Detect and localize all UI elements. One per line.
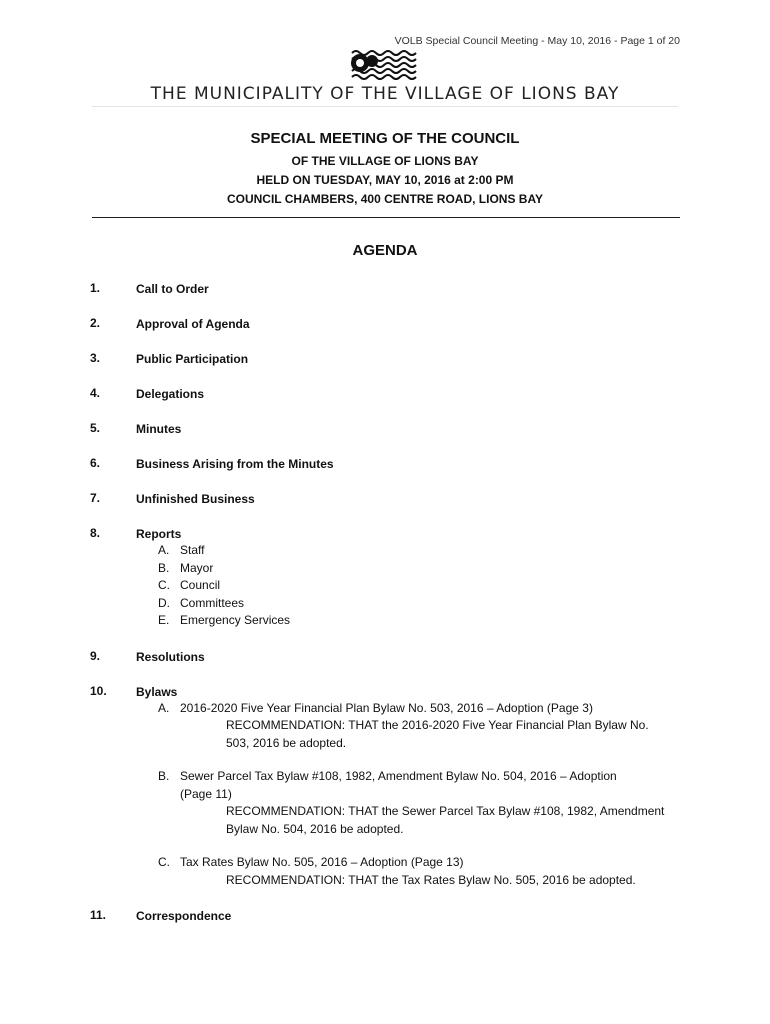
agenda-item-label: Unfinished Business [136, 492, 255, 506]
agenda-item-label: Resolutions [136, 649, 205, 664]
subitem-text: Mayor [180, 560, 214, 575]
report-subitem [158, 577, 690, 595]
agenda-item-number: 9. [90, 648, 101, 663]
municipality-name: THE MUNICIPALITY OF THE VILLAGE OF LIONS BAY [150, 84, 620, 104]
subitem-text: Staff [180, 543, 205, 557]
agenda-item-label: Call to Order [136, 282, 209, 296]
report-subitem [158, 560, 690, 578]
agenda-item-number: 3. [90, 351, 101, 365]
subitem-letter: A. [158, 700, 170, 715]
title-divider [92, 217, 680, 218]
subitem-letter: E. [158, 613, 170, 627]
agenda-item [90, 456, 690, 472]
agenda-item-number: 1. [90, 281, 101, 295]
subitem-letter: C. [158, 578, 170, 592]
agenda-item [90, 281, 690, 297]
agenda-item-number: 4. [90, 386, 101, 400]
agenda-item [90, 649, 690, 665]
agenda-item-number: 6. [90, 456, 101, 470]
agenda-item-label: Correspondence [136, 909, 232, 923]
agenda-item-number: 8. [90, 526, 101, 540]
agenda-item [90, 491, 690, 507]
subitem-letter: B. [158, 560, 170, 575]
report-subitem [158, 612, 690, 630]
agenda-item-label: Minutes [136, 422, 182, 436]
agenda-item-number: 7. [90, 491, 101, 505]
subitem-text: Sewer Parcel Tax Bylaw #108, 1982, Amendment Bylaw No. 504, 2016 – Adoption [180, 769, 617, 783]
meeting-subtitle: OF THE VILLAGE OF LIONS BAY [291, 154, 479, 168]
subitem-letter: C. [158, 855, 170, 869]
subitem-text: Tax Rates Bylaw No. 505, 2016 – Adoption (Page 13) [180, 855, 464, 869]
agenda-item-label: Approval of Agenda [136, 317, 250, 331]
agenda-item [90, 351, 690, 367]
meeting-title: SPECIAL MEETING OF THE COUNCIL [250, 130, 520, 147]
agenda-item-label: Bylaws [136, 684, 178, 699]
subitem-text: Emergency Services [180, 613, 291, 627]
agenda-item-number: 10. [90, 683, 107, 698]
bylaw-subitem [158, 700, 690, 718]
bylaw-recommendation-cont: 503, 2016 be adopted. [226, 735, 347, 750]
subitem-text: Committees [180, 595, 245, 610]
agenda-item-number: 11. [90, 908, 107, 922]
agenda-list [90, 281, 690, 924]
meeting-title-block [0, 130, 770, 206]
bylaw-recommendation: RECOMMENDATION: THAT the 2016-2020 Five Year Financial Plan Bylaw No. [226, 718, 649, 732]
agenda-item-number: 2. [90, 316, 101, 330]
bylaw-recommendation: RECOMMENDATION: THAT the Sewer Parcel Tax Bylaw #108, 1982, Amendment [226, 804, 665, 818]
subitem-text-cont: (Page 11) [180, 786, 232, 801]
agenda-item [90, 386, 690, 402]
agenda-item [90, 526, 690, 542]
subitem-letter: A. [158, 543, 170, 557]
bylaw-recommendation-cont: Bylaw No. 504, 2016 be adopted. [226, 821, 404, 836]
header-divider [92, 106, 678, 107]
subitem-text: Council [180, 578, 221, 592]
agenda-item [90, 316, 690, 332]
agenda-item-label: Public Participation [136, 352, 249, 366]
report-subitem [158, 542, 690, 560]
agenda-heading: AGENDA [352, 242, 418, 259]
subitem-letter: B. [158, 769, 170, 783]
lions-bay-logo-icon [350, 47, 420, 81]
subitem-text: 2016-2020 Five Year Financial Plan Bylaw No. 503, 2016 – Adoption (Page 3) [180, 700, 593, 715]
report-subitem [158, 595, 690, 613]
agenda-item-number: 5. [90, 421, 101, 435]
subitem-letter: D. [158, 595, 170, 610]
bylaw-recommendation: RECOMMENDATION: THAT the Tax Rates Bylaw No. 505, 2016 be adopted. [226, 872, 636, 887]
agenda-item-label: Reports [136, 527, 182, 541]
agenda-item [90, 908, 690, 924]
agenda-item-label: Delegations [136, 387, 205, 401]
agenda-item-label: Business Arising from the Minutes [136, 457, 334, 471]
meeting-location: COUNCIL CHAMBERS, 400 CENTRE ROAD, LIONS BAY [226, 192, 544, 206]
agenda-item [90, 684, 690, 700]
bylaw-subitem [158, 854, 690, 872]
agenda-item [90, 421, 690, 437]
page-header-info: VOLB Special Council Meeting - May 10, 2016 - Page 1 of 20 [394, 35, 680, 47]
bylaw-subitem [158, 768, 690, 803]
meeting-date: HELD ON TUESDAY, MAY 10, 2016 at 2:00 PM [256, 173, 514, 187]
